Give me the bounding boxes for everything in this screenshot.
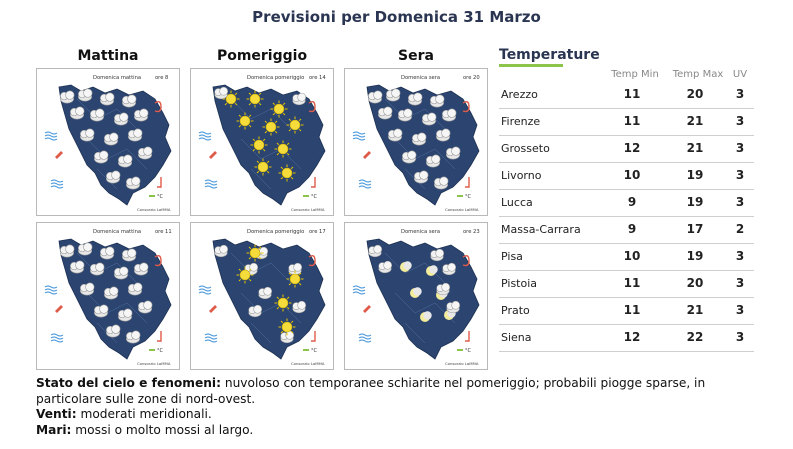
cloud-icon: [386, 89, 400, 101]
sky-text: nuvoloso con temporanee schiarite nel pomeriggio; probabili piogge sparse, in particolare sulle zone di nord-ovest.: [36, 376, 706, 406]
uv-index: 3: [735, 303, 745, 317]
header-temp-min: Temp Min: [611, 69, 659, 80]
cloud-icon: [398, 109, 412, 121]
cloud-icon: [78, 89, 92, 101]
cloud-icon: [259, 287, 272, 299]
city-name: Grosseto: [501, 142, 550, 155]
temp-max: 22: [686, 330, 704, 344]
cloud-icon: [414, 171, 428, 183]
tuscany-map-svg: [37, 69, 179, 215]
sky-label: Stato del cielo e fenomeni:: [36, 376, 221, 390]
temp-min: 12: [623, 330, 641, 344]
temp-min: 11: [623, 114, 641, 128]
table-row: [499, 271, 754, 298]
cloud-icon: [122, 95, 136, 107]
city-name: Livorno: [501, 169, 542, 182]
table-row: [499, 82, 754, 109]
cloud-icon: [412, 133, 426, 145]
cloud-icon: [249, 305, 262, 317]
thermometer-icon: [149, 195, 155, 197]
cloud-icon: [128, 129, 142, 141]
uv-index: 2: [735, 222, 745, 236]
cloud-icon: [215, 245, 228, 257]
temp-max: 19: [686, 249, 704, 263]
table-row: [499, 217, 754, 244]
cloud-icon: [408, 93, 422, 105]
map-footer: Consorzio LaMMA: [445, 207, 479, 212]
cloud-icon: [426, 155, 440, 167]
city-name: Siena: [501, 331, 532, 344]
temp-min: 9: [627, 222, 637, 236]
map-hour: ore 17: [309, 229, 326, 235]
city-name: Pistoia: [501, 277, 538, 290]
cloud-icon: [447, 301, 460, 313]
cloud-icon: [368, 91, 382, 103]
cloud-icon: [430, 95, 444, 107]
city-name: Arezzo: [501, 88, 538, 101]
cloud-icon: [122, 249, 136, 261]
cloud-icon: [402, 151, 416, 163]
map-label: Domenica mattina: [93, 229, 142, 235]
cloud-icon: [78, 243, 92, 255]
cloud-icon: [90, 263, 104, 275]
cloud-icon: [118, 309, 132, 321]
wind-text: moderati meridionali.: [76, 407, 212, 421]
city-name: Massa-Carrara: [501, 223, 581, 236]
svg-text:°C: °C: [465, 348, 471, 354]
forecast-map[interactable]: [344, 222, 488, 370]
cloud-icon: [94, 305, 108, 317]
temp-max: 21: [686, 141, 704, 155]
wind-label: Venti:: [36, 407, 77, 421]
cloud-icon: [289, 263, 302, 275]
thermometer-icon: [457, 349, 463, 351]
thermometer-icon: [303, 349, 309, 351]
city-name: Lucca: [501, 196, 533, 209]
cloud-icon: [60, 91, 74, 103]
temp-min: 9: [627, 195, 637, 209]
map-label: Domenica pomeriggio: [247, 75, 305, 81]
header-uv: UV: [732, 69, 748, 80]
map-label: Domenica pomeriggio: [247, 229, 305, 235]
cloud-icon: [434, 177, 448, 189]
table-row: [499, 163, 754, 190]
tuscany-map-svg: [345, 69, 487, 215]
svg-text:°C: °C: [465, 194, 471, 200]
sea-text: mossi o molto mossi al largo.: [71, 422, 254, 437]
temp-max: 19: [686, 168, 704, 182]
temp-max: 21: [686, 114, 704, 128]
cloud-icon: [100, 247, 114, 259]
table-row: [499, 136, 754, 163]
tuscany-map-svg: [191, 69, 333, 215]
cloud-icon: [446, 147, 460, 159]
cloud-icon: [104, 133, 118, 145]
cloud-icon: [80, 283, 94, 295]
thermometer-icon: [457, 195, 463, 197]
cloud-icon: [126, 331, 140, 343]
table-row: [499, 244, 754, 271]
cloud-icon: [70, 261, 84, 273]
column-mattina: Mattina: [77, 48, 139, 64]
tuscany-map-svg: [191, 223, 333, 369]
map-hour: ore 23: [463, 229, 480, 235]
cloud-icon: [106, 325, 120, 337]
temp-min: 10: [623, 168, 641, 182]
cloud-icon: [104, 287, 118, 299]
cloud-icon: [100, 93, 114, 105]
cloud-icon: [114, 267, 128, 279]
table-row: [499, 190, 754, 217]
tuscany-map-svg: [345, 223, 487, 369]
thermometer-icon: [303, 195, 309, 197]
thermometer-icon: [149, 349, 155, 351]
cloud-icon: [215, 87, 228, 99]
map-hour: ore 14: [309, 75, 326, 81]
temp-min: 12: [623, 141, 641, 155]
map-footer: Consorzio LaMMA: [291, 207, 325, 212]
cloud-icon: [431, 249, 444, 261]
uv-index: 3: [735, 195, 745, 209]
cloud-icon: [293, 93, 306, 105]
svg-text:°C: °C: [157, 348, 163, 354]
forecast-map[interactable]: [36, 222, 180, 370]
tuscany-map-svg: [37, 223, 179, 369]
cloud-icon: [436, 129, 450, 141]
uv-index: 3: [735, 114, 745, 128]
temp-min: 10: [623, 249, 641, 263]
cloud-icon: [293, 301, 306, 313]
cloud-icon: [443, 263, 456, 275]
header-temp-max: Temp Max: [672, 69, 724, 80]
cloud-icon: [70, 107, 84, 119]
map-footer: Consorzio LaMMA: [445, 361, 479, 366]
cloud-icon: [442, 109, 456, 121]
temp-min: 11: [623, 87, 641, 101]
map-footer: Consorzio LaMMA: [137, 361, 171, 366]
cloud-icon: [378, 107, 392, 119]
cloud-icon: [94, 151, 108, 163]
column-pomeriggio: Pomeriggio: [216, 48, 308, 64]
map-label: Domenica mattina: [93, 75, 142, 81]
cloud-icon: [128, 283, 142, 295]
map-footer: Consorzio LaMMA: [137, 207, 171, 212]
forecast-map[interactable]: [344, 68, 488, 216]
temp-min: 11: [623, 276, 641, 290]
uv-index: 3: [735, 168, 745, 182]
map-hour: ore 20: [463, 75, 480, 81]
map-footer: Consorzio LaMMA: [291, 361, 325, 366]
table-row: [499, 298, 754, 325]
forecast-map[interactable]: [36, 68, 180, 216]
cloud-icon: [379, 261, 392, 273]
uv-index: 3: [735, 276, 745, 290]
cloud-icon: [437, 283, 450, 295]
cloud-icon: [422, 113, 436, 125]
temperature-title: Temperature: [499, 47, 600, 63]
svg-text:°C: °C: [311, 348, 317, 354]
cloud-icon: [106, 171, 120, 183]
cloud-icon: [134, 109, 148, 121]
uv-index: 3: [735, 330, 745, 344]
map-label: Domenica sera: [401, 75, 441, 81]
sea-label: Mari:: [36, 422, 72, 437]
cloud-icon: [114, 113, 128, 125]
city-name: Firenze: [501, 115, 541, 128]
temperature-underline: [499, 64, 563, 67]
temp-max: 21: [686, 303, 704, 317]
table-row: [499, 109, 754, 136]
uv-index: 3: [735, 249, 745, 263]
city-name: Prato: [501, 304, 530, 317]
column-sera: Sera: [398, 48, 434, 64]
cloud-icon: [138, 301, 152, 313]
map-hour: ore 11: [155, 229, 172, 235]
temp-max: 20: [686, 276, 704, 290]
city-name: Pisa: [501, 250, 523, 263]
uv-index: 3: [735, 87, 745, 101]
map-hour: ore 8: [155, 75, 169, 81]
cloud-icon: [60, 245, 74, 257]
cloud-icon: [80, 129, 94, 141]
temp-max: 17: [686, 222, 704, 236]
map-label: Domenica sera: [401, 229, 441, 235]
cloud-icon: [90, 109, 104, 121]
uv-index: 3: [735, 141, 745, 155]
temp-min: 11: [623, 303, 641, 317]
forecast-description: [36, 376, 756, 438]
temp-max: 19: [686, 195, 704, 209]
page-title: Previsioni per Domenica 31 Marzo: [252, 8, 541, 26]
svg-text:°C: °C: [157, 194, 163, 200]
cloud-icon: [281, 331, 294, 343]
forecast-map[interactable]: [190, 68, 334, 216]
svg-text:°C: °C: [311, 194, 317, 200]
cloud-icon: [369, 245, 382, 257]
cloud-icon: [126, 177, 140, 189]
cloud-icon: [118, 155, 132, 167]
cloud-icon: [388, 129, 402, 141]
cloud-icon: [138, 147, 152, 159]
temp-max: 20: [686, 87, 704, 101]
table-row: [499, 325, 754, 352]
cloud-icon: [134, 263, 148, 275]
forecast-map[interactable]: [190, 222, 334, 370]
